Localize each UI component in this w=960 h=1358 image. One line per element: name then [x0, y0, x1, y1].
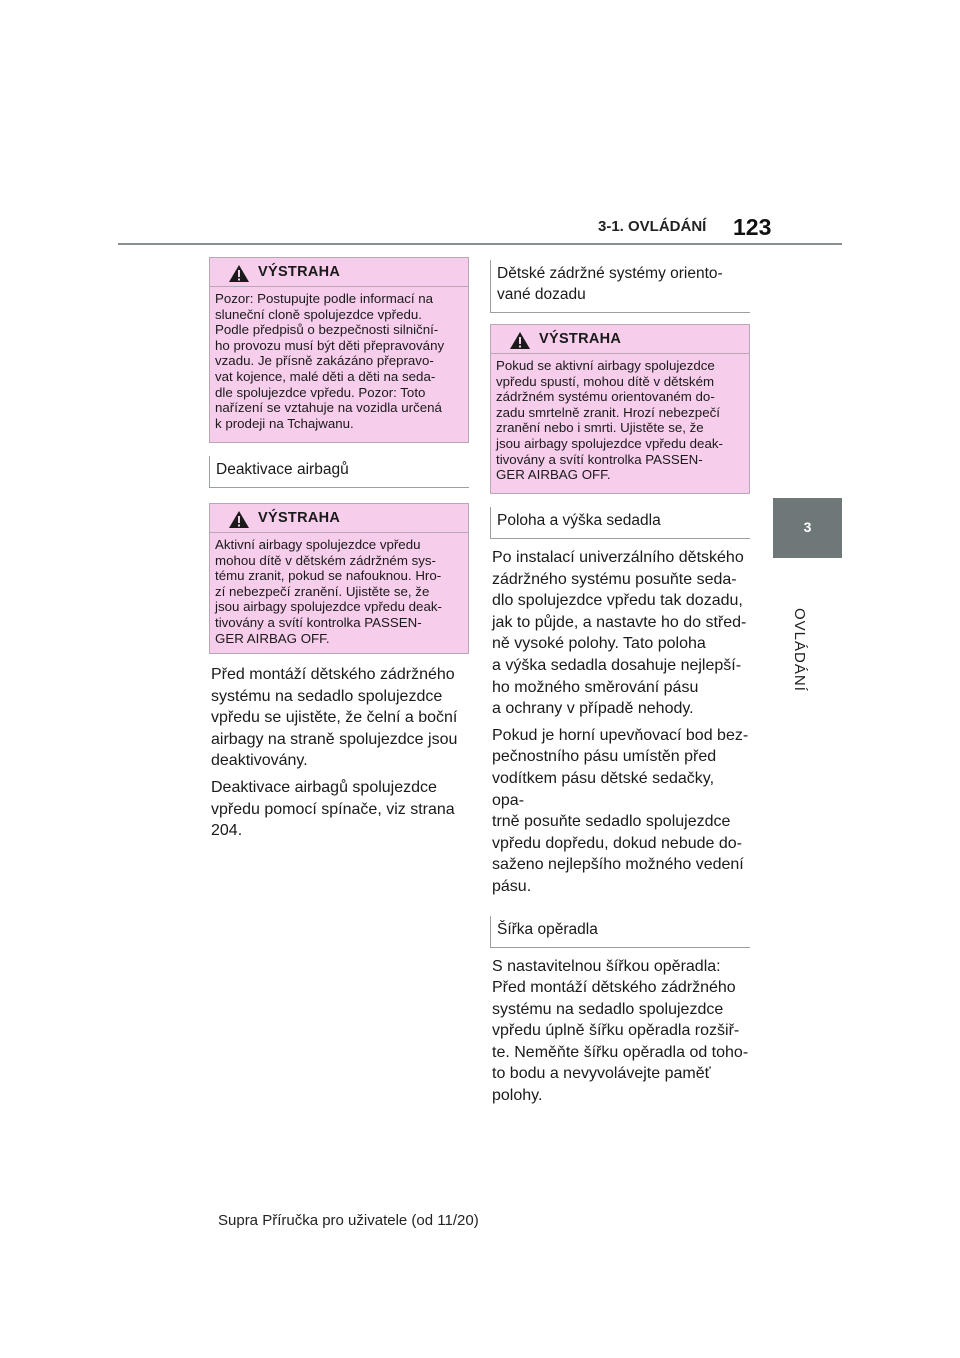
text-line: ho provozu musí být děti přepravovány	[215, 337, 445, 353]
chapter-tab	[773, 498, 842, 558]
text-line: zádržného systému posuňte seda-	[492, 570, 737, 588]
warning-header	[210, 504, 468, 533]
subheading-text: Deaktivace airbagů	[216, 461, 349, 478]
chapter-number: 3	[803, 519, 812, 535]
text-line: saženo nejlepšího možného vedení	[492, 856, 744, 874]
subheading	[209, 456, 469, 488]
text-line: a výška sedadla dosahuje nejlepší-	[492, 656, 742, 674]
text-line: tivovány a svítí kontrolka PASSEN-	[496, 451, 703, 467]
text-line: Deaktivace airbagů spolujezdce	[211, 778, 437, 796]
text-line: 204.	[211, 822, 243, 840]
warning-box	[209, 503, 469, 654]
chapter-label: OVLÁDÁNÍ	[791, 608, 808, 692]
text-line: deaktivovány.	[211, 752, 308, 770]
text-line: zí nebezpečí zranění. Ujistěte se, že	[215, 583, 430, 599]
text-line: vodítkem pásu dětské sedačky, opa-	[492, 769, 715, 809]
text-line: tivovány a svítí kontrolka PASSEN-	[215, 614, 422, 630]
text-line: vpředu se ujistěte, že čelní a boční	[211, 709, 458, 727]
warning-text	[210, 533, 468, 652]
subheading-text: Dětské zádržné systémy oriento-	[497, 265, 723, 282]
text-line: systému na sedadlo spolujezdce	[211, 687, 443, 705]
subheading	[490, 916, 750, 948]
section-title: 3-1. OVLÁDÁNÍ	[598, 218, 707, 235]
text-line: jsou airbagy spolujezdce vpředu deak-	[215, 599, 442, 615]
text-line: mohou dítě v dětském zádržném sys-	[215, 552, 436, 568]
text-line: GER AIRBAG OFF.	[215, 630, 330, 646]
warning-text	[491, 354, 749, 489]
warning-title: VÝSTRAHA	[258, 510, 341, 526]
warning-title: VÝSTRAHA	[258, 264, 341, 280]
text-line: Pozor: Postupujte podle informací na	[215, 291, 434, 306]
text-line: zranění nebo i smrti. Ujistěte se, že	[496, 420, 704, 436]
text-line: dlo spolujezdce vpředu tak dozadu,	[492, 592, 743, 610]
subheading-text: vané dozadu	[497, 286, 586, 303]
text-line: pečnostního pásu umístěn před	[492, 748, 717, 766]
warning-triangle-icon	[228, 264, 250, 283]
warning-header	[491, 325, 749, 354]
text-line: airbagy na straně spolujezdce jsou	[211, 730, 458, 748]
subheading	[490, 260, 750, 313]
text-line: pásu.	[492, 877, 532, 895]
text-line: vat kojence, malé děti a děti na seda-	[215, 368, 436, 384]
paragraph	[490, 956, 750, 1107]
warning-triangle-icon	[509, 331, 531, 350]
text-line: vpředu pomocí spínače, viz strana	[211, 800, 455, 818]
page-number: 123	[733, 214, 772, 240]
text-line: systému na sedadlo spolujezdce	[492, 1000, 724, 1018]
text-line: vzadu. Je přísně zakázáno přepravo-	[215, 353, 434, 369]
text-line: polohy.	[492, 1087, 543, 1105]
text-line: vpředu spustí, mohou dítě v dětském	[496, 373, 715, 389]
text-line: Pokud se aktivní airbagy spolujezdce	[496, 358, 715, 373]
text-line: Před montáží dětského zádržného	[492, 979, 736, 997]
text-line: Aktivní airbagy spolujezdce vpředu	[215, 537, 421, 552]
text-line: k prodeji na Tchajwanu.	[215, 415, 354, 431]
paragraph	[490, 725, 750, 898]
left-column	[209, 257, 469, 842]
text-line: jak to půjde, a nastavte ho do střed-	[492, 613, 747, 631]
paragraph	[209, 664, 469, 772]
footer-text: Supra Příručka pro uživatele (od 11/20)	[218, 1212, 479, 1229]
subheading-text: Šířka opěradla	[497, 920, 598, 938]
right-column	[490, 260, 750, 1107]
text-line: Po instalací univerzálního dětského	[492, 549, 744, 566]
text-line: ně vysoké polohy. Tato poloha	[492, 635, 706, 653]
header-rule	[118, 243, 842, 245]
warning-title: VÝSTRAHA	[539, 331, 622, 347]
warning-text	[210, 287, 468, 437]
text-line: vpředu dopředu, dokud nebude do-	[492, 834, 742, 852]
subheading	[490, 507, 750, 539]
text-line: a ochrany v případě nehody.	[492, 700, 694, 718]
text-line: zadu smrtelně zranit. Hrozí nebezpečí	[496, 404, 720, 420]
text-line: trně posuňte sedadlo spolujezdce	[492, 813, 731, 831]
text-line: tému zranit, pokud se nafouknou. Hro-	[215, 568, 442, 584]
paragraph	[490, 547, 750, 720]
text-line: Podle předpisů o bezpečnosti silniční-	[215, 322, 439, 338]
subheading-text: Poloha a výška sedadla	[497, 512, 661, 529]
text-line: nařízení se vztahuje na vozidla určená	[215, 400, 442, 416]
warning-header	[210, 258, 468, 287]
text-line: ho možného směrování pásu	[492, 678, 699, 696]
text-line: zádržném systému orientovaném do-	[496, 389, 715, 405]
text-line: Pokud je horní upevňovací bod bez-	[492, 726, 749, 744]
warning-box	[209, 257, 469, 443]
text-line: vpředu úplně šířku opěradla rozšiř-	[492, 1022, 740, 1040]
warning-box	[490, 324, 750, 494]
text-line: jsou airbagy spolujezdce vpředu deak-	[496, 435, 723, 451]
text-line: dle spolujezdce vpředu. Pozor: Toto	[215, 384, 426, 400]
text-line: GER AIRBAG OFF.	[496, 467, 611, 483]
text-line: Před montáží dětského zádržného	[211, 666, 455, 683]
text-line: to bodu a nevyvolávejte paměť	[492, 1065, 711, 1083]
text-line: S nastavitelnou šířkou opěradla:	[492, 957, 721, 975]
paragraph	[209, 777, 469, 842]
warning-triangle-icon	[228, 510, 250, 529]
text-line: sluneční cloně spolujezdce vpředu.	[215, 306, 422, 322]
text-line: te. Neměňte šířku opěradla od toho-	[492, 1043, 749, 1061]
